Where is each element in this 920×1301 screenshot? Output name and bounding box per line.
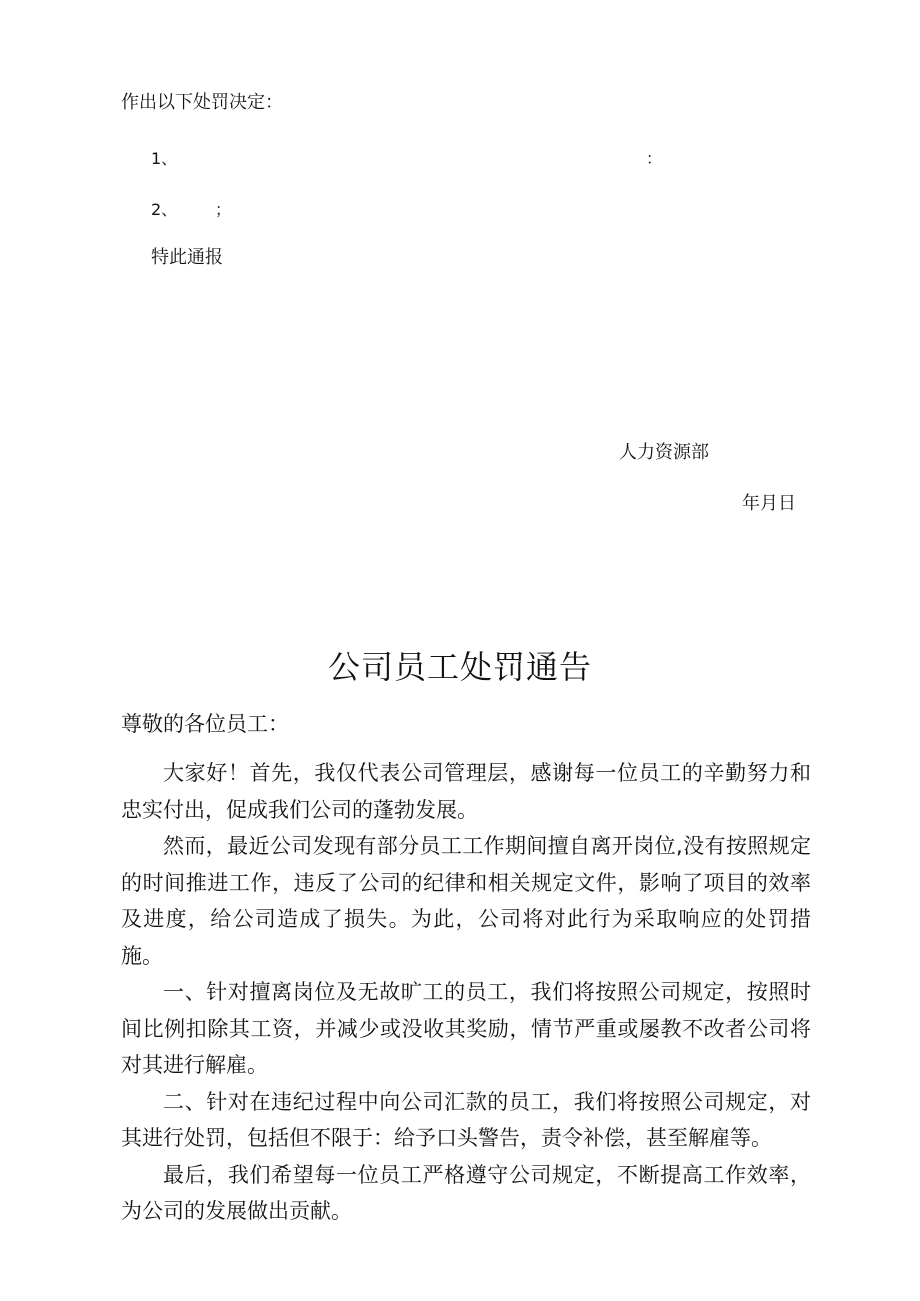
decision-item-1-colon: ：	[646, 149, 663, 168]
notice-body	[121, 755, 811, 1230]
signature-date: 年月日	[742, 493, 796, 514]
notice-salutation: 尊敬的各位员工：	[121, 712, 289, 736]
notice-title: 公司员工处罚通告	[327, 648, 592, 686]
notice-paragraph-measure-1: 一、针对擅离岗位及无故旷工的员工，我们将按照公司规定，按照时间比例扣除其工资，并减少或没收其奖励，情节严重或屡教不改者公司将对其进行解雇。	[121, 980, 811, 1077]
notice-paragraph-closing: 最后，我们希望每一位员工严格遵守公司规定，不断提高工作效率，为公司的发展做出贡献。	[121, 1162, 811, 1223]
notice-paragraph-greeting: 大家好！首先，我仅代表公司管理层，感谢每一位员工的辛勤努力和忠实付出，促成我们公司的蓬勃发展。	[121, 761, 811, 822]
signature-department: 人力资源部	[619, 442, 709, 463]
notice-paragraph-issue: 然而，最近公司发现有部分员工工作期间擅自离开岗位,没有按照规定的时间推进工作，违反了公司的纪律和相关规定文件，影响了项目的效率及进度，给公司造成了损失。为此，公司将对此行为采取响应的处罚措施。	[121, 834, 811, 968]
decision-item-1-number: 1、	[151, 149, 178, 168]
decision-item-2-semicolon: ；	[215, 200, 232, 219]
decision-intro: 作出以下处罚决定：	[121, 92, 283, 113]
closing-remark: 特此通报	[151, 247, 223, 268]
notice-paragraph-measure-2: 二、针对在违纪过程中向公司汇款的员工，我们将按照公司规定，对其进行处罚，包括但不限于：给予口头警告，责令补偿，甚至解雇等。	[121, 1089, 811, 1150]
decision-item-2-number: 2、	[151, 200, 178, 219]
